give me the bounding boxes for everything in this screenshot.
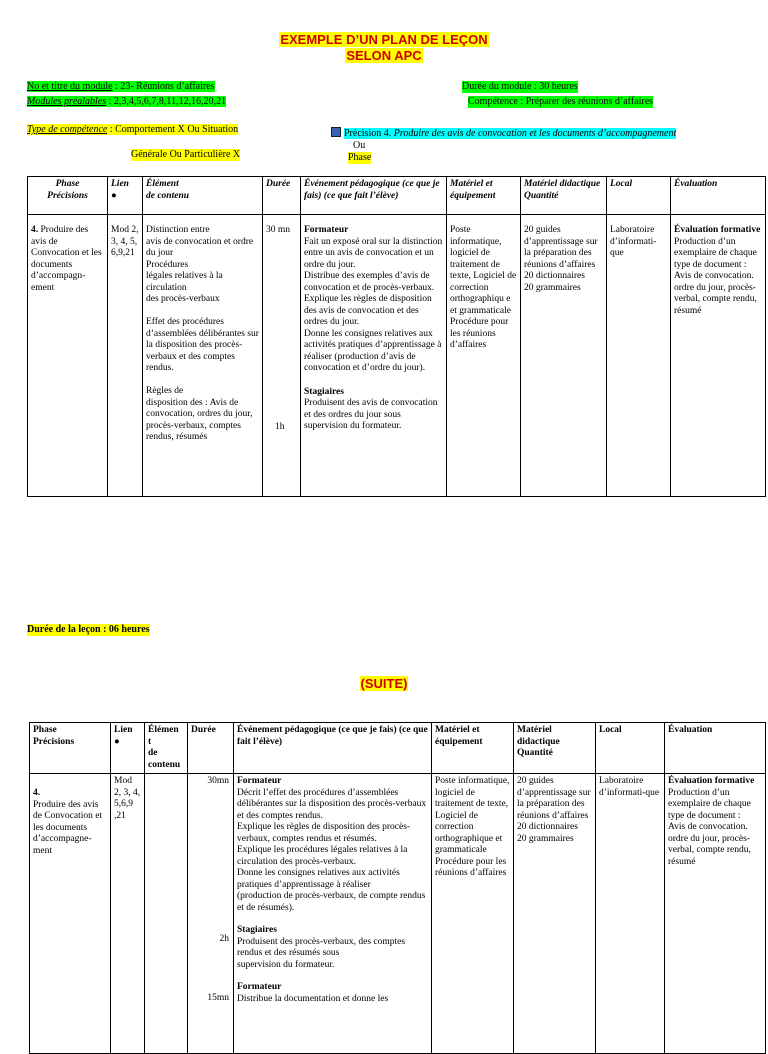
header-phase: Phase Précisions — [30, 723, 111, 774]
header-duree: Durée — [188, 723, 234, 774]
header-duree: Durée — [263, 177, 301, 215]
header-evenement: Événement pédagogique (ce que je fais) (ce que fait l’élève) — [234, 723, 432, 774]
header-materiel: Matériel et équipement — [447, 177, 521, 215]
local-cell: Laboratoire d’informati-que — [596, 774, 665, 1054]
duree-value-2: 2h — [219, 934, 229, 944]
phase-cell — [28, 215, 108, 497]
header-local: Local — [607, 177, 671, 215]
type-value: : Comportement X Ou Situation — [107, 124, 239, 135]
phase-description: Produire des avis de Convocation et les documents d’accompagn-ement — [31, 225, 102, 293]
table-row — [30, 774, 766, 1054]
header-element: Élément de contenu — [143, 177, 263, 215]
duree-lecon: Durée de la leçon : 06 heures — [27, 624, 150, 635]
header-lien: Lien ● — [111, 723, 145, 774]
element-cell — [145, 774, 188, 1054]
evaluation-text: Production d’un exemplaire de chaque type de document : Avis de convocation. ordre du jour, procès-verbal, compte rendu, résumé — [668, 787, 751, 867]
formateur2-text: Distribue la documentation et donne les — [237, 993, 389, 1004]
header-lien: Lien ● — [108, 177, 143, 215]
formateur-label: Formateur — [237, 776, 282, 786]
stagiaires-text: Produisent des procès-verbaux, des comptes rendus et des résumés sous supervision du formateur. — [237, 936, 406, 970]
header-didactique: Matériel didactique Quantité — [521, 177, 607, 215]
header-evenement: Événement pédagogique (ce que je fais) (ce que fait l’élève) — [301, 177, 447, 215]
page-title: EXEMPLE D’UN PLAN DE LEÇON — [280, 32, 488, 47]
duree-module: Durée du module : 30 heures — [462, 81, 578, 92]
phase-cell — [30, 774, 111, 1054]
phase-number: 4. — [31, 225, 39, 235]
precision-text: Produire des avis de convocation et les documents d’accompagnement — [393, 128, 677, 139]
didactique-cell: 20 guides d’apprentissage sur la préparation des réunions d’affaires 20 dictionnaires 20 grammaires — [521, 215, 607, 497]
phase-description: Produire des avis de Convocation et les documents d’accompagne-ment — [33, 799, 103, 856]
lien-cell: Mod 2, 3, 4, 5, 6,9,21 — [108, 215, 143, 497]
lesson-plan-table-suite — [29, 722, 766, 1054]
header-phase: Phase Précisions — [28, 177, 108, 215]
header-element: Élémen t de contenu — [145, 723, 188, 774]
stagiaires-label: Stagiaires — [237, 925, 277, 935]
module-value: : 23- Réunions d’affaires — [112, 81, 215, 92]
prealables-label: Modules préalables — [27, 96, 107, 107]
header-local: Local — [596, 723, 665, 774]
module-line — [27, 81, 215, 93]
stagiaires-text: Produisent des avis de convocation et des ordres du jour sous supervision du formateur. — [304, 398, 438, 431]
duree-value-1: 30mn — [207, 776, 229, 786]
materiel-cell: Poste informatique, logiciel de traitement de texte, Logiciel de correction orthographique et grammaticale Procédure pour les réunions d’affaires — [432, 774, 514, 1054]
checkbox-icon — [331, 127, 341, 137]
phase-text: Phase — [348, 152, 372, 163]
evaluation-label: Évaluation formative — [668, 776, 755, 786]
formateur2-label: Formateur — [237, 982, 282, 992]
suite-title: (SUITE) — [360, 676, 408, 691]
table-header-row — [30, 723, 766, 774]
type-label: Type de compétence — [27, 124, 108, 135]
didactique-cell: 20 guides d’apprentissage sur la préparation des réunions d’affaires 20 dictionnaires 20 grammaires — [514, 774, 596, 1054]
formateur-label: Formateur — [304, 225, 349, 235]
duree-value-3: 15mn — [207, 993, 229, 1003]
evenement-cell — [301, 215, 447, 497]
header-materiel: Matériel et équipement — [432, 723, 514, 774]
evaluation-cell — [665, 774, 766, 1054]
formateur-text: Fait un exposé oral sur la distinction entre un avis de convocation et un ordre du jour. Distribue des exemples d’avis de convocation et de procès-verbaux. Explique les règles de disposition des avis de convocation et des ordres du jour. Donne les consignes relatives aux activités pratiques d’apprentissage à réaliser (production d’avis de convocation et d’ordre du jour). — [304, 236, 443, 373]
table-row — [28, 215, 766, 497]
duree-cell — [263, 215, 301, 497]
element-cell: Distinction entre avis de convocation et ordre du jour Procédures légales relatives à la circulation des procès-verbaux Effet des procédures d’assemblées délibérantes sur la disposition des procès-verbaux et des comptes rendus. Règles de disposition des : Avis de convocation, ordres du jour, procès-verbaux, comptes rendus, résumés — [143, 215, 263, 497]
evenement-cell — [234, 774, 432, 1054]
table-header-row — [28, 177, 766, 215]
duree-cell — [188, 774, 234, 1054]
phase-number: 4. — [33, 788, 41, 798]
precision-prefix: Précision 4. — [344, 128, 394, 139]
prealables-line — [27, 96, 226, 108]
prealables-value: : 2,3,4,5,6,7,8,11,12,16,20,21 — [106, 96, 227, 107]
generale-line: Générale Ou Particulière X — [131, 149, 241, 160]
duree-value-1: 30 mn — [266, 225, 291, 235]
duree-value-2: 1h — [275, 422, 285, 432]
precision-line — [331, 127, 676, 140]
evaluation-cell — [671, 215, 766, 497]
materiel-cell: Poste informatique, logiciel de traitement de texte, Logiciel de correction orthographiqu e et grammaticale Procédure pour les réunions d’affaires — [447, 215, 521, 497]
page-subtitle: SELON APC — [346, 48, 422, 63]
local-cell: Laboratoire d’informati-que — [607, 215, 671, 497]
header-didactique: Matériel didactique Quantité — [514, 723, 596, 774]
competence: Compétence : Préparer des réunions d’affaires — [468, 96, 654, 107]
header-evaluation: Évaluation — [665, 723, 766, 774]
stagiaires-label: Stagiaires — [304, 386, 344, 397]
type-line — [27, 124, 238, 136]
ou-text: Ou — [353, 140, 366, 151]
lesson-plan-table — [27, 176, 766, 497]
evaluation-label: Évaluation formative — [674, 225, 761, 235]
formateur-text: Décrit l’effet des procédures d’assemblées délibérantes sur la disposition des procès-verbaux et des comptes rendus. Explique les règles de disposition des procès-verbaux, comptes rendus et résumés. Explique les procédures légales relatives à la circulation des procès-verbaux. Donne les consignes relatives aux activités pratiques d’apprentissage à réaliser (production de procès-verbaux, de compte rendus et de résumés). — [237, 787, 427, 913]
lien-cell: Mod 2, 3, 4, 5,6,9 ,21 — [111, 774, 145, 1054]
module-label: No et titre du module — [27, 81, 113, 92]
header-evaluation: Évaluation — [671, 177, 766, 215]
evaluation-text: Production d’un exemplaire de chaque type de document : Avis de convocation. ordre du jour, procès-verbal, compte rendu, résumé — [674, 236, 757, 316]
